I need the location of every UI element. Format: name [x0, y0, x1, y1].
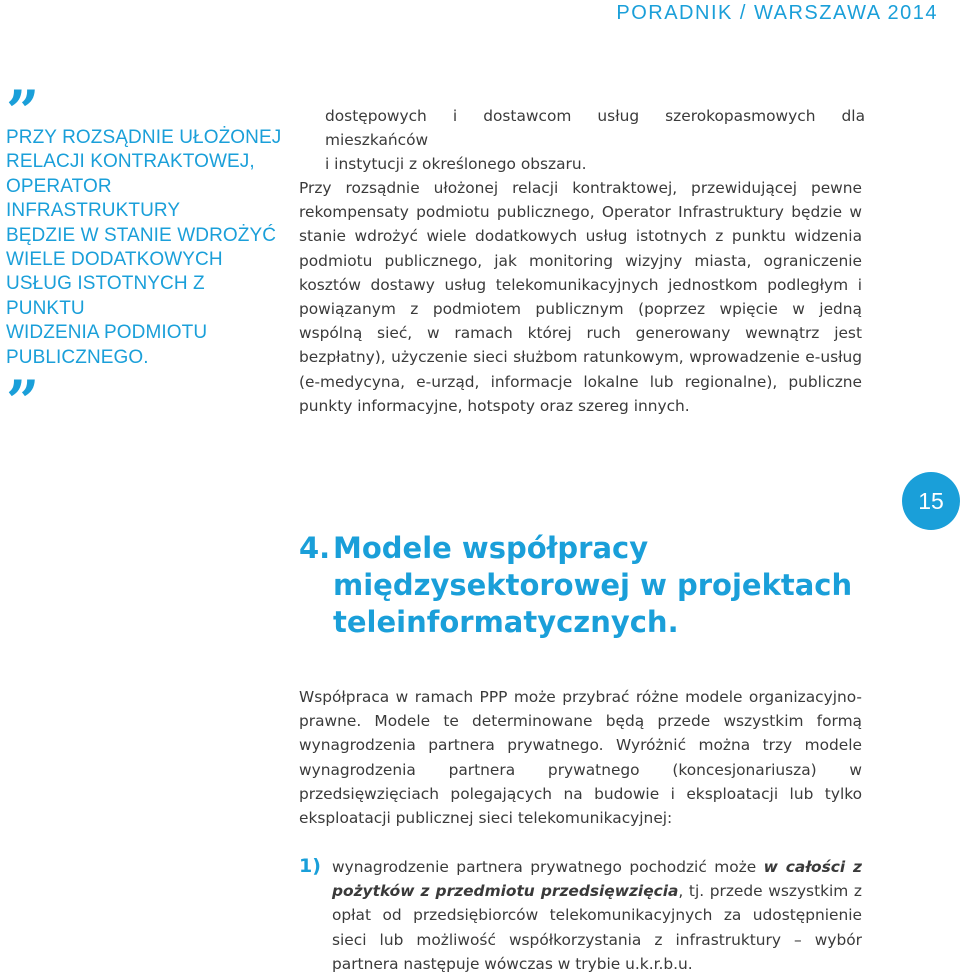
list-marker: 1) [299, 855, 321, 877]
closing-quote-mark: ” [6, 368, 40, 437]
body-paragraph-continuation: dostępowych i dostawcom usług szerokopasmowych dla mieszkańców i instytucji z określonego obszaru. [325, 107, 865, 174]
opening-quote-mark: ” [6, 78, 40, 146]
section-title: Modele współpracy międzysektorowej w projektach teleinformatycznych. [333, 531, 853, 639]
list-item-text [332, 855, 862, 976]
body-paragraph-services: Przy rozsądnie ułożonej relacji kontraktowej, przewidującej pewne rekompensaty podmiotu publicznego, Operator Infrastruktury będzie w stanie wdrożyć wiele dodatkowych usług istotnych z punktu widzenia podmiotu publicznego, jak monitoring wizyjny miasta, ograniczenie kosztów dostawy usług telekomunikacyjnych jednostkom podległym i powiązanym z podmiotem publicznym (poprzez wpięcie w jedną wspólną sieć, w ramach której ruch generowany wewnątrz jest bezpłatny), użyczenie sieci służbom ratunkowym, wprowadzenie e-usług (e-medycyna, e-urząd, informacje lokalne lub regionalne), publiczne punkty informacyjne, hotspoty oraz szereg innych. [299, 179, 862, 415]
pull-quote-block [6, 78, 286, 437]
pull-quote-text: PRZY ROZSĄDNIE UŁOŻONEJ RELACJI KONTRAKTOWEJ, OPERATOR INFRASTRUKTURY BĘDZIE W STANIE WDROŻYĆ WIELE DODATKOWYCH USŁUG ISTOTNYCH Z PUNKTU WIDZENIA PODMIOTU PUBLICZNEGO. [6, 127, 282, 368]
body-paragraph-models: Współpraca w ramach PPP może przybrać różne modele organizacyjno-prawne. Modele te determinowane będą przede wszystkim formą wynagrodzenia partnera prywatnego. Wyróżnić można trzy modele wynagrodzenia partnera prywatnego (koncesjonariusza) w przedsięwzięciach polegających na budowie i eksploatacji lub tylko eksploatacji publicznej sieci telekomunikacyjnej: [299, 688, 862, 828]
running-header: PORADNIK / WARSZAWA 2014 [616, 2, 938, 24]
list-text-emphasis: w całości z pożytków z przedmiotu przedsięwzięcia [332, 858, 862, 901]
page-number-badge: 15 [902, 472, 960, 530]
section-number: 4. [299, 531, 331, 565]
list-text-before: wynagrodzenie partnera prywatnego pochodzić może [332, 858, 764, 876]
list-text-after: , tj. przede wszystkim z opłat od przedsiębiorców telekomunikacyjnych za udostępnienie sieci lub możliwość współkorzystania z infrastruktury – wybór partnera następuje wówczas w trybie u.k.r.b.u. [332, 882, 862, 973]
